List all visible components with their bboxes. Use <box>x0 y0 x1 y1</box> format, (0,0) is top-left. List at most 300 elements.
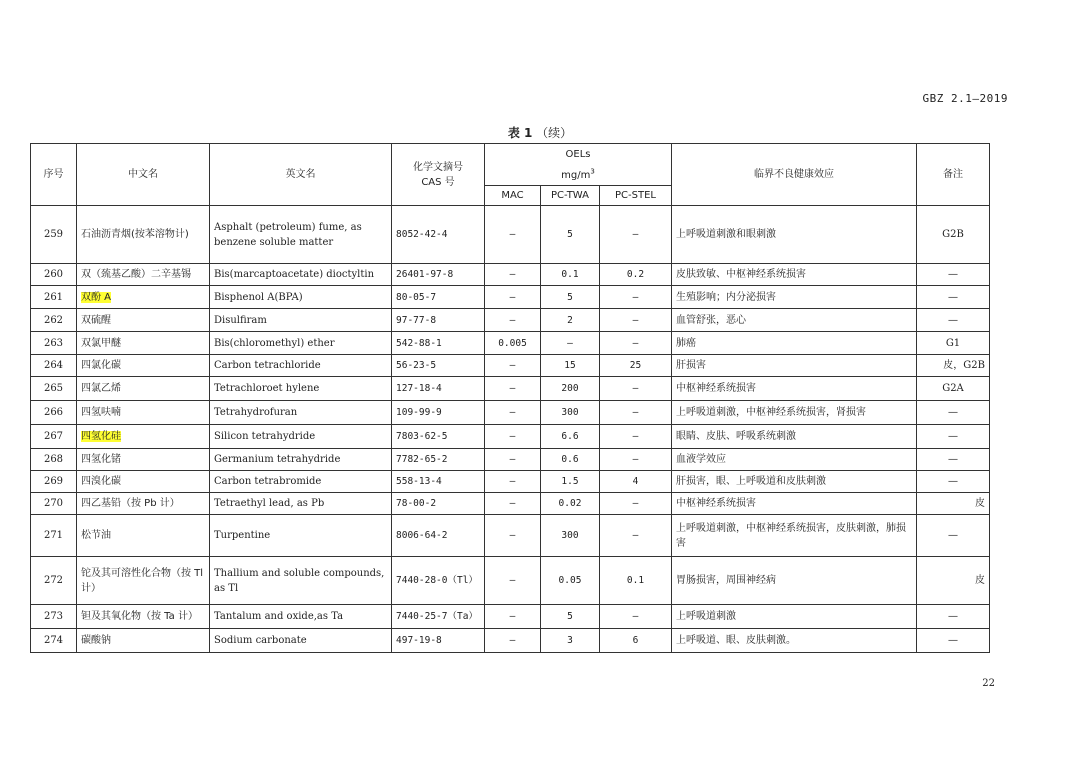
mac-value-text: — <box>509 360 516 371</box>
health-effect-cell <box>672 332 917 355</box>
chinese-name-text: 双（巯基乙酸）二辛基锡 <box>81 269 191 280</box>
pc-stel-value-text: — <box>632 314 639 326</box>
row-number-cell <box>31 605 77 629</box>
row-number-text: 272 <box>43 575 64 586</box>
english-name-cell <box>210 629 392 653</box>
chinese-name-cell <box>77 425 210 449</box>
pc-stel-value-cell <box>600 377 672 401</box>
cas-number-cell <box>392 557 485 605</box>
row-number-cell <box>31 425 77 449</box>
health-effect-cell <box>672 355 917 377</box>
table-row <box>31 264 990 286</box>
pc-stel-value-cell <box>600 332 672 355</box>
english-name-text: Asphalt (petroleum) fume, as benzene soluble matter <box>214 221 362 248</box>
pc-twa-value-text: 6.6 <box>561 431 579 442</box>
health-effect-text: 皮肤致敏、中枢神经系统损害 <box>676 269 806 280</box>
row-number-text: 261 <box>43 291 64 303</box>
pc-stel-value-cell <box>600 605 672 629</box>
pc-stel-value-text: — <box>632 454 639 465</box>
mac-value-cell <box>485 629 541 653</box>
table-row <box>31 309 990 332</box>
row-number-text: 269 <box>43 476 64 487</box>
cas-number-text: 7440-28-0（Tl） <box>396 575 478 586</box>
row-number-text: 268 <box>43 454 64 465</box>
pc-twa-value-cell <box>541 355 600 377</box>
chinese-name-cell <box>77 471 210 493</box>
chinese-name-cell <box>77 355 210 377</box>
english-name-text: Silicon tetrahydride <box>214 431 316 442</box>
mac-value-cell <box>485 206 541 264</box>
table-row <box>31 605 990 629</box>
header-effect: 临界不良健康效应 <box>672 144 917 206</box>
pc-stel-value-cell <box>600 286 672 309</box>
note-cell <box>917 332 990 355</box>
cas-number-text: 127-18-4 <box>396 383 442 394</box>
note-cell <box>917 206 990 264</box>
chinese-name-text: 钽及其氧化物（按 Ta 计） <box>81 611 198 622</box>
pc-stel-value-text: — <box>632 431 639 442</box>
row-number-cell <box>31 355 77 377</box>
health-effect-text: 上呼吸道刺激和眼刺激 <box>676 229 776 240</box>
cas-number-cell <box>392 605 485 629</box>
row-number-text: 259 <box>43 229 64 240</box>
table-row <box>31 401 990 425</box>
note-text: G1 <box>945 337 961 349</box>
note-text: 皮 <box>975 575 985 586</box>
cas-number-text: 497-19-8 <box>396 635 442 646</box>
pc-stel-value-cell <box>600 401 672 425</box>
pc-stel-value-text: — <box>632 229 639 240</box>
mac-value-cell <box>485 264 541 286</box>
row-number-text: 265 <box>43 383 64 394</box>
health-effect-text: 肺癌 <box>676 337 696 349</box>
mac-value-cell <box>485 355 541 377</box>
health-effect-cell <box>672 264 917 286</box>
pc-stel-value-cell <box>600 471 672 493</box>
row-number-text: 264 <box>43 360 64 371</box>
header-pc-twa: PC-TWA <box>541 186 600 206</box>
pc-stel-value-text: — <box>632 291 639 303</box>
row-number-cell <box>31 557 77 605</box>
pc-twa-value-text: 1.5 <box>561 476 579 487</box>
cas-number-text: 26401-97-8 <box>396 269 454 280</box>
english-name-cell <box>210 401 392 425</box>
table-row <box>31 286 990 309</box>
health-effect-cell <box>672 425 917 449</box>
english-name-text: Carbon tetrachloride <box>214 360 321 371</box>
english-name-cell <box>210 309 392 332</box>
chinese-name-text: 四氢化锗 <box>81 454 121 465</box>
table-caption <box>0 124 1080 141</box>
cas-number-cell <box>392 401 485 425</box>
health-effect-text: 肝损害，眼、上呼吸道和皮肤刺激 <box>676 476 826 487</box>
pc-stel-value-cell <box>600 557 672 605</box>
note-cell <box>917 425 990 449</box>
pc-twa-value-text: 3 <box>567 635 573 646</box>
cas-number-text: 7803-62-5 <box>396 431 448 442</box>
mac-value-cell <box>485 605 541 629</box>
row-number-cell <box>31 471 77 493</box>
chinese-name-cell <box>77 264 210 286</box>
english-name-text: Bis(chloromethyl) ether <box>214 337 335 349</box>
mac-value-text: — <box>509 431 516 442</box>
table-caption-continued: （续） <box>532 126 573 140</box>
note-text: — <box>948 530 958 541</box>
mac-value-cell <box>485 449 541 471</box>
mac-value-text: 0.005 <box>498 337 527 349</box>
mac-value-text: — <box>509 498 516 509</box>
cas-number-cell <box>392 286 485 309</box>
pc-stel-value-text: 6 <box>632 635 639 646</box>
row-number-text: 267 <box>43 431 64 442</box>
pc-stel-value-text: 0.1 <box>626 575 645 586</box>
mac-value-cell <box>485 471 541 493</box>
pc-twa-value-text: 0.1 <box>561 269 579 280</box>
mac-value-text: — <box>509 383 516 394</box>
health-effect-text: 生殖影响；内分泌损害 <box>676 291 776 303</box>
row-number-text: 274 <box>43 635 64 646</box>
note-cell <box>917 471 990 493</box>
health-effect-text: 中枢神经系统损害 <box>676 383 756 394</box>
pc-twa-value-cell <box>541 401 600 425</box>
health-effect-text: 肝损害 <box>676 360 706 371</box>
table-row <box>31 449 990 471</box>
note-cell <box>917 377 990 401</box>
cas-number-cell <box>392 355 485 377</box>
table-row <box>31 629 990 653</box>
cas-number-cell <box>392 425 485 449</box>
cas-number-cell <box>392 332 485 355</box>
mac-value-text: — <box>509 635 516 646</box>
pc-stel-value-cell <box>600 206 672 264</box>
header-pc-stel: PC-STEL <box>600 186 672 206</box>
header-no: 序号 <box>31 144 77 206</box>
english-name-cell <box>210 286 392 309</box>
english-name-cell <box>210 449 392 471</box>
health-effect-cell <box>672 557 917 605</box>
note-cell <box>917 629 990 653</box>
header-unit <box>485 166 672 186</box>
mac-value-cell <box>485 332 541 355</box>
pc-stel-value-text: — <box>632 530 639 541</box>
header-mac: MAC <box>485 186 541 206</box>
chinese-name-cell <box>77 515 210 557</box>
mac-value-text: — <box>509 407 516 418</box>
health-effect-cell <box>672 286 917 309</box>
pc-stel-value-cell <box>600 355 672 377</box>
pc-stel-value-text: — <box>632 407 639 418</box>
cas-number-text: 80-05-7 <box>396 291 437 303</box>
row-number-text: 260 <box>43 269 64 280</box>
note-cell <box>917 557 990 605</box>
row-number-cell <box>31 332 77 355</box>
health-effect-text: 胃肠损害，周围神经病 <box>676 575 776 586</box>
chinese-name-text: 四氢呋喃 <box>81 407 121 418</box>
chinese-name-text: 四氢化硅 <box>81 431 121 442</box>
cas-number-cell <box>392 377 485 401</box>
chinese-name-text: 四乙基铅（按 Pb 计） <box>81 498 180 509</box>
row-number-text: 273 <box>43 611 64 622</box>
note-cell <box>917 449 990 471</box>
header-cn-name: 中文名 <box>77 144 210 206</box>
row-number-text: 263 <box>43 337 64 349</box>
pc-stel-value-text: 4 <box>632 476 639 487</box>
chinese-name-cell <box>77 449 210 471</box>
pc-stel-value-text: — <box>632 498 639 509</box>
pc-twa-value-text: 0.05 <box>558 575 582 586</box>
english-name-text: Bisphenol A(BPA) <box>214 291 303 303</box>
mac-value-text: — <box>509 229 516 240</box>
pc-twa-value-cell <box>541 515 600 557</box>
note-text: 皮，G2B <box>943 360 985 371</box>
mac-value-cell <box>485 493 541 515</box>
english-name-text: Disulfiram <box>214 314 267 326</box>
chinese-name-text: 双氯甲醚 <box>81 337 121 349</box>
cas-number-text: 7440-25-7（Ta） <box>396 611 478 622</box>
health-effect-text: 中枢神经系统损害 <box>676 498 756 509</box>
chinese-name-cell <box>77 286 210 309</box>
pc-twa-value-cell <box>541 605 600 629</box>
pc-stel-value-text: 25 <box>629 360 642 371</box>
chinese-name-cell <box>77 557 210 605</box>
health-effect-cell <box>672 515 917 557</box>
table-row <box>31 377 990 401</box>
health-effect-text: 眼睛、皮肤、呼吸系统刺激 <box>676 431 796 442</box>
pc-twa-value-text: 300 <box>561 530 579 541</box>
pc-twa-value-cell <box>541 264 600 286</box>
cas-number-text: 558-13-4 <box>396 476 442 487</box>
english-name-text: Carbon tetrabromide <box>214 476 322 487</box>
chinese-name-text: 碳酸钠 <box>81 635 111 646</box>
cas-number-cell <box>392 629 485 653</box>
mac-value-text: — <box>509 314 516 326</box>
chinese-name-cell <box>77 605 210 629</box>
pc-stel-value-cell <box>600 629 672 653</box>
english-name-text: Tetrachloroet hylene <box>214 383 320 394</box>
note-text: — <box>948 314 958 326</box>
cas-number-text: 78-00-2 <box>396 498 437 509</box>
pc-twa-value-text: 300 <box>561 407 579 418</box>
health-effect-cell <box>672 449 917 471</box>
pc-stel-value-cell <box>600 264 672 286</box>
row-number-cell <box>31 515 77 557</box>
row-number-cell <box>31 264 77 286</box>
row-number-cell <box>31 629 77 653</box>
note-text: — <box>948 611 958 622</box>
table-body <box>31 206 990 653</box>
pc-twa-value-cell <box>541 493 600 515</box>
note-cell <box>917 493 990 515</box>
pc-twa-value-cell <box>541 332 600 355</box>
chinese-name-cell <box>77 401 210 425</box>
pc-twa-value-cell <box>541 309 600 332</box>
pc-twa-value-text: 5 <box>567 229 573 240</box>
chinese-name-text: 松节油 <box>81 530 111 541</box>
health-effect-cell <box>672 377 917 401</box>
mac-value-cell <box>485 309 541 332</box>
cas-number-text: 542-88-1 <box>396 337 442 349</box>
health-effect-cell <box>672 629 917 653</box>
cas-number-text: 109-99-9 <box>396 407 442 418</box>
note-cell <box>917 355 990 377</box>
health-effect-text: 上呼吸道刺激 <box>676 611 736 622</box>
chinese-name-cell <box>77 493 210 515</box>
note-cell <box>917 605 990 629</box>
chinese-name-cell <box>77 309 210 332</box>
chinese-name-text: 双硫醒 <box>81 314 111 326</box>
chinese-name-text: 四溴化碳 <box>81 476 121 487</box>
row-number-cell <box>31 206 77 264</box>
pc-stel-value-text: — <box>632 383 639 394</box>
note-cell <box>917 515 990 557</box>
cas-number-cell <box>392 264 485 286</box>
english-name-cell <box>210 515 392 557</box>
row-number-cell <box>31 309 77 332</box>
english-name-cell <box>210 206 392 264</box>
english-name-cell <box>210 377 392 401</box>
note-text: G2B <box>942 229 964 240</box>
note-text: — <box>948 291 958 303</box>
health-effect-text: 血管舒张，恶心 <box>676 314 746 326</box>
pc-twa-value-text: 15 <box>564 360 576 371</box>
chinese-name-text: 四氯化碳 <box>81 360 121 371</box>
row-number-text: 270 <box>43 498 64 509</box>
note-text: — <box>948 407 958 418</box>
header-note: 备注 <box>917 144 990 206</box>
cas-number-cell <box>392 493 485 515</box>
chinese-name-text: 四氯乙烯 <box>81 383 121 394</box>
pc-twa-value-text: — <box>567 337 573 349</box>
english-name-cell <box>210 493 392 515</box>
english-name-cell <box>210 355 392 377</box>
table-header <box>31 144 990 206</box>
note-cell <box>917 264 990 286</box>
header-cas-line1: 化学文摘号 <box>413 161 463 173</box>
health-effect-cell <box>672 401 917 425</box>
mac-value-text: — <box>509 611 516 622</box>
row-number-text: 266 <box>43 407 64 418</box>
mac-value-cell <box>485 557 541 605</box>
pc-stel-value-cell <box>600 449 672 471</box>
chinese-name-text: 石油沥青烟(按苯溶物计) <box>81 229 189 240</box>
row-number-text: 271 <box>43 530 64 541</box>
pc-stel-value-text: 0.2 <box>626 269 645 280</box>
header-cas-line2: CAS 号 <box>421 176 455 188</box>
english-name-text: Sodium carbonate <box>214 635 307 646</box>
pc-twa-value-text: 0.6 <box>561 454 579 465</box>
table-caption-label: 表 1 <box>507 126 533 140</box>
pc-twa-value-text: 5 <box>567 611 573 622</box>
note-text: G2A <box>942 383 964 394</box>
health-effect-text: 上呼吸道刺激，中枢神经系统损害，肾损害 <box>676 407 866 418</box>
cas-number-cell <box>392 206 485 264</box>
english-name-cell <box>210 471 392 493</box>
header-unit-sup: 3 <box>590 167 595 176</box>
note-text: 皮 <box>975 498 985 509</box>
cas-number-text: 56-23-5 <box>396 360 437 371</box>
english-name-text: Turpentine <box>214 530 271 541</box>
note-text: — <box>948 635 958 646</box>
header-cas <box>392 144 485 206</box>
pc-twa-value-text: 5 <box>567 291 573 303</box>
standard-code: GBZ 2.1—2019 <box>922 92 1008 105</box>
chinese-name-text: 双酚 A <box>81 291 112 303</box>
note-text: — <box>948 454 958 465</box>
pc-twa-value-cell <box>541 425 600 449</box>
table-row <box>31 515 990 557</box>
mac-value-cell <box>485 401 541 425</box>
pc-twa-value-cell <box>541 449 600 471</box>
cas-number-text: 97-77-8 <box>396 314 437 326</box>
note-text: — <box>948 476 958 487</box>
pc-twa-value-cell <box>541 377 600 401</box>
note-text: — <box>948 431 958 442</box>
cas-number-cell <box>392 471 485 493</box>
chinese-name-text: 铊及其可溶性化合物（按 Tl 计） <box>81 567 204 594</box>
health-effect-cell <box>672 605 917 629</box>
chinese-name-cell <box>77 332 210 355</box>
pc-twa-value-text: 2 <box>567 314 573 326</box>
english-name-text: Tetraethyl lead, as Pb <box>214 498 325 509</box>
english-name-text: Thallium and soluble compounds, as Tl <box>214 567 385 594</box>
table-row <box>31 332 990 355</box>
page-number: 22 <box>982 678 995 689</box>
mac-value-text: — <box>509 454 516 465</box>
mac-value-cell <box>485 286 541 309</box>
pc-stel-value-text: — <box>632 337 639 349</box>
health-effect-cell <box>672 471 917 493</box>
table-row <box>31 355 990 377</box>
mac-value-cell <box>485 515 541 557</box>
row-number-cell <box>31 493 77 515</box>
english-name-cell <box>210 332 392 355</box>
health-effect-text: 上呼吸道、眼、皮肤刺激。 <box>676 635 796 646</box>
cas-number-text: 7782-65-2 <box>396 454 448 465</box>
mac-value-text: — <box>509 476 516 487</box>
row-number-cell <box>31 377 77 401</box>
english-name-cell <box>210 605 392 629</box>
cas-number-cell <box>392 309 485 332</box>
mac-value-cell <box>485 377 541 401</box>
row-number-cell <box>31 449 77 471</box>
pc-stel-value-cell <box>600 425 672 449</box>
chinese-name-cell <box>77 206 210 264</box>
mac-value-text: — <box>509 575 516 586</box>
health-effect-cell <box>672 493 917 515</box>
note-text: — <box>948 269 958 280</box>
english-name-cell <box>210 425 392 449</box>
english-name-text: Tantalum and oxide,as Ta <box>214 611 344 622</box>
cas-number-cell <box>392 449 485 471</box>
health-effect-text: 上呼吸道刺激，中枢神经系统损害，皮肤刺激，肺损害 <box>676 522 906 549</box>
english-name-text: Germanium tetrahydride <box>214 454 341 465</box>
pc-twa-value-cell <box>541 629 600 653</box>
table-row <box>31 206 990 264</box>
pc-twa-value-text: 0.02 <box>558 498 582 509</box>
english-name-text: Bis(marcaptoacetate) dioctyltin <box>214 269 375 280</box>
pc-twa-value-cell <box>541 471 600 493</box>
pc-twa-value-cell <box>541 557 600 605</box>
header-en-name: 英文名 <box>210 144 392 206</box>
pc-stel-value-cell <box>600 515 672 557</box>
health-effect-text: 血液学效应 <box>676 454 726 465</box>
pc-stel-value-text: — <box>632 611 639 622</box>
mac-value-text: — <box>509 269 516 280</box>
health-effect-cell <box>672 309 917 332</box>
english-name-text: Tetrahydrofuran <box>214 407 298 418</box>
row-number-cell <box>31 401 77 425</box>
oel-table <box>30 143 990 653</box>
